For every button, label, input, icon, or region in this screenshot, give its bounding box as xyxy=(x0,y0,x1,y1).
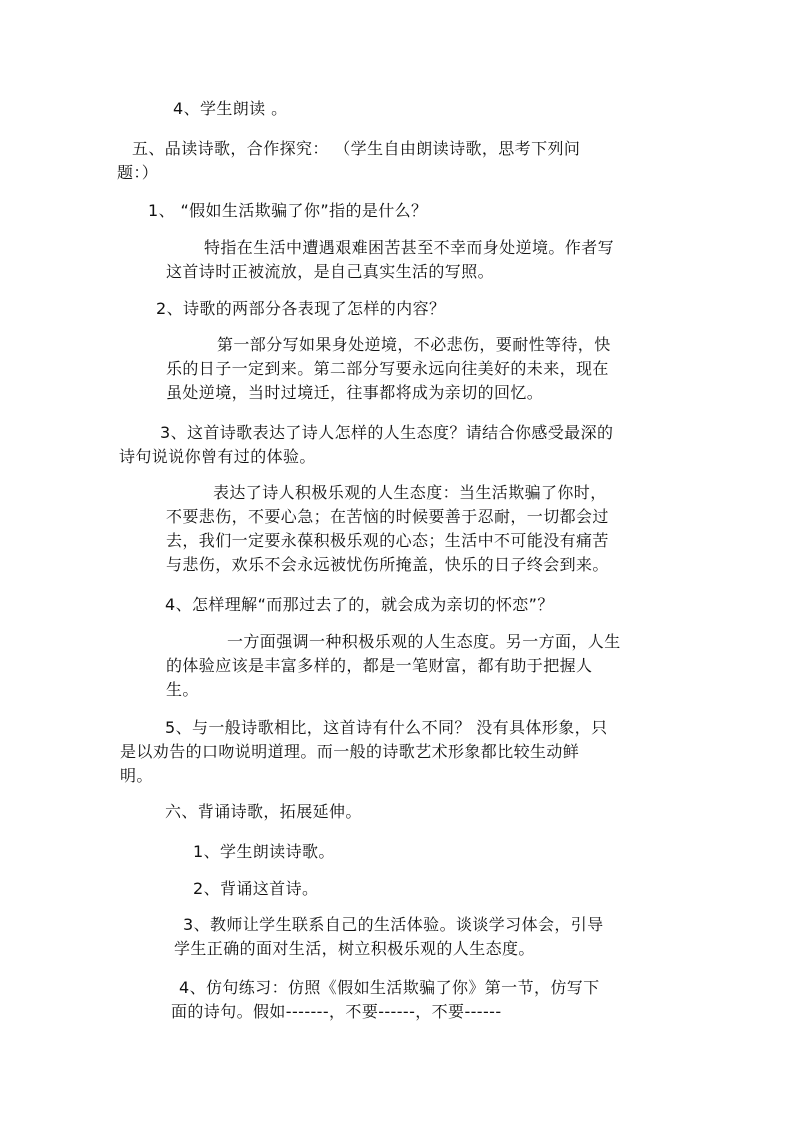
answer-line: 不要悲伤，不要心急；在苦恼的时候要善于忍耐，一切都会过 xyxy=(166,507,609,526)
answer-line: 的体验应该是丰富多样的，都是一笔财富，都有助于把握人 xyxy=(166,656,593,675)
answer-line: 乐的日子一定到来。第二部分写要永远向往美好的未来，现在 xyxy=(166,359,609,378)
answer-line: 这首诗时正被流放，是自己真实生活的写照。 xyxy=(166,262,495,281)
section-heading: 六、背诵诗歌，拓展延伸。 xyxy=(165,802,362,821)
question-line: 2、诗歌的两部分各表现了怎样的内容？ xyxy=(156,299,446,318)
answer-line: 去，我们一定要永葆积极乐观的心态；生活中不可能没有痛苦 xyxy=(166,531,609,550)
question-line: 3、这首诗歌表达了诗人怎样的人生态度？请结合你感受最深的 xyxy=(160,423,614,442)
list-item: 学生正确的面对生活，树立积极乐观的人生态度。 xyxy=(174,939,535,958)
list-item: 1、学生朗读诗歌。 xyxy=(193,842,335,861)
list-item: 4、仿句练习：仿照《假如生活欺骗了你》第一节，仿写下 xyxy=(179,978,600,997)
section-heading: 五、品读诗歌，合作探究： （学生自由朗读诗歌，思考下列问 xyxy=(132,139,581,158)
answer-line: 生。 xyxy=(166,680,199,699)
answer-line: 表达了诗人积极乐观的人生态度：当生活欺骗了你时， xyxy=(213,483,607,502)
list-item: 面的诗句。假如-------，不要------，不要------ xyxy=(171,1002,502,1021)
question-line: 4、怎样理解“而那过去了的，就会成为亲切的怀恋”？ xyxy=(165,595,554,614)
question-line: 5、与一般诗歌相比，这首诗有什么不同？ 没有具体形象，只 xyxy=(165,718,608,737)
text-line: 题：） xyxy=(117,163,159,182)
text-line: 4、学生朗读 。 xyxy=(173,99,288,118)
question-line: 诗句说说你曾有过的体验。 xyxy=(119,447,316,466)
list-item: 3、教师让学生联系自己的生活体验。谈谈学习体会，引导 xyxy=(183,915,604,934)
list-item: 2、背诵这首诗。 xyxy=(193,879,319,898)
answer-line: 虽处逆境，当时过境迁，往事都将成为亲切的回忆。 xyxy=(166,383,544,402)
question-line: 1、 “假如生活欺骗了你”指的是什么？ xyxy=(148,201,428,220)
question-line: 是以劝告的口吻说明道理。而一般的诗歌艺术形象都比较生动鲜 xyxy=(120,742,580,761)
answer-line: 第一部分写如果身处逆境，不必悲伤，要耐性等待，快 xyxy=(217,335,611,354)
answer-line: 特指在生活中遭遇艰难困苦甚至不幸而身处逆境。作者写 xyxy=(204,238,615,257)
answer-line: 一方面强调一种积极乐观的人生态度。另一方面，人生 xyxy=(227,632,621,651)
question-line: 明。 xyxy=(120,766,153,785)
answer-line: 与悲伤，欢乐不会永远被忧伤所掩盖，快乐的日子终会到来。 xyxy=(166,555,609,574)
